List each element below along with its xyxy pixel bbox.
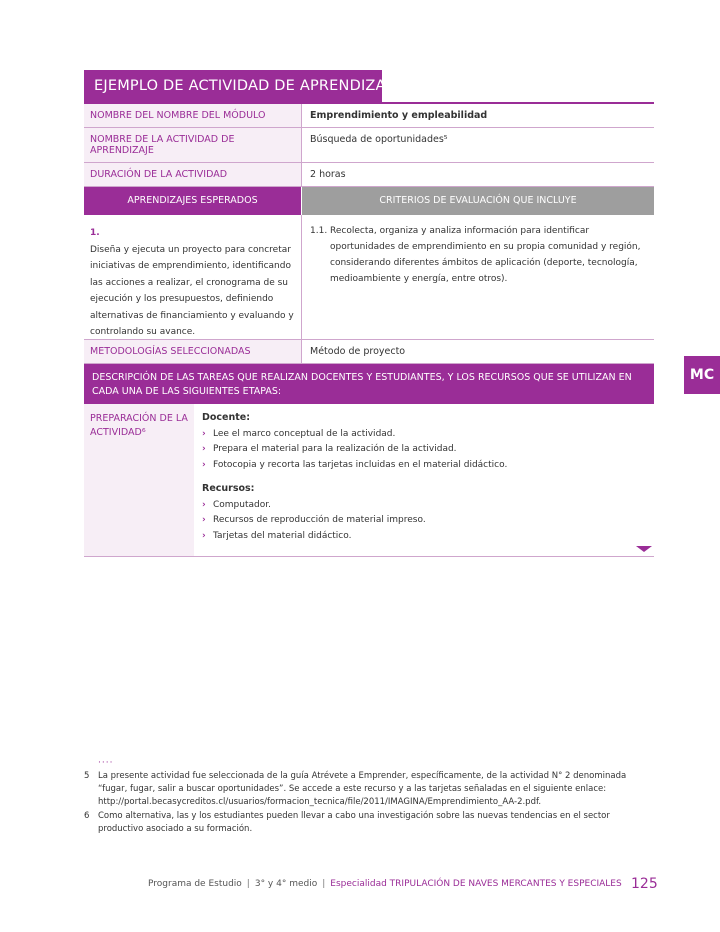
recursos-item-text: Tarjetas del material didáctico. [213, 530, 352, 541]
footnote [84, 810, 656, 836]
recursos-list [202, 498, 646, 545]
chevron-right-icon: › [202, 459, 206, 470]
footnotes [84, 770, 656, 837]
chevron-right-icon: › [202, 428, 206, 439]
recursos-title: Recursos: [202, 483, 255, 494]
chevron-right-icon: › [202, 515, 206, 525]
aprendizajes-header: APRENDIZAJES ESPERADOS [84, 187, 302, 215]
activity-title: EJEMPLO DE ACTIVIDAD DE APRENDIZAJE [84, 70, 382, 102]
footer-especialidad: Especialidad TRIPULACIÓN DE NAVES MERCANTES Y ESPECIALES [330, 879, 622, 889]
docente-list [202, 427, 646, 474]
footnote-number: 6 [84, 811, 90, 821]
criterios-header: CRITERIOS DE EVALUACIÓN QUE INCLUYE [302, 187, 654, 215]
chevron-right-icon: › [202, 530, 206, 541]
criterio-text: Recolecta, organiza y analiza información para identificar oportunidades de emprendimiento en su propia comunidad y región, considerando diferentes ámbitos de aplicación (deporte, tecnología, medioambiente y energía, entre otros). [330, 226, 641, 284]
docente-item-text: Prepara el material para la realización de la actividad. [213, 444, 457, 454]
row-headers [84, 187, 654, 215]
footer-programa: Programa de Estudio [148, 879, 242, 889]
preparacion-label: PREPARACIÓN DE LA ACTIVIDAD⁶ [84, 404, 194, 556]
metodologia-label: METODOLOGÍAS SELECCIONADAS [84, 340, 302, 363]
duracion-label: DURACIÓN DE LA ACTIVIDAD [84, 163, 302, 186]
continue-arrow-icon [636, 546, 652, 552]
recursos-item [202, 529, 646, 545]
actividad-label: NOMBRE DE LA ACTIVIDAD DE APRENDIZAJE [84, 128, 302, 162]
preparacion-content [194, 404, 654, 556]
chevron-right-icon: › [202, 444, 206, 454]
metodologia-value: Método de proyecto [310, 346, 406, 357]
footnote-text: Como alternativa, las y los estudiantes pueden llevar a cabo una investigación sobre las nuevas tendencias en el sector productivo asociado a su formación. [98, 811, 610, 834]
footnote-text: La presente actividad fue seleccionada de la guía Atrévete a Emprender, específicamente, de la actividad N° 2 denominada “fugar, fugar, salir a buscar oportunidades”. Se accede a este recurso y a las tarjetas señaladas en el siguiente enlace: http://portal.becasycreditos.cl/usuarios/formacion_tecnica/file/2011/IMAGINA/Emprendimiento_AA-2.pdf. [98, 771, 627, 807]
criterio-cell [302, 215, 654, 339]
description-bar: DESCRIPCIÓN DE LAS TAREAS QUE REALIZAN DOCENTES Y ESTUDIANTES, Y LOS RECURSOS QUE SE UTILIZAN EN CADA UNA DE LAS SIGUIENTES ETAPAS: [84, 364, 654, 404]
row-duracion [84, 163, 654, 187]
row-actividad [84, 128, 654, 163]
recursos-item [202, 498, 646, 514]
modulo-value: Emprendimiento y empleabilidad [310, 110, 488, 121]
docente-item-text: Fotocopia y recorta las tarjetas incluidas en el material didáctico. [213, 459, 508, 470]
aprendizaje-cell [84, 215, 302, 339]
aprendizaje-text: Diseña y ejecuta un proyecto para concretar iniciativas de emprendimiento, identificando las acciones a realizar, el cronograma de su ejecución y los presupuestos, definiendo alternativas de financiamiento y evaluando y controlando su avance. [90, 244, 294, 337]
row-metodologia [84, 340, 654, 364]
docente-item [202, 458, 646, 474]
recursos-item-text: Recursos de reproducción de material impreso. [213, 515, 426, 525]
page-number: 125 [631, 876, 658, 892]
row-content [84, 215, 654, 340]
activity-table [84, 102, 654, 557]
footnote [84, 770, 656, 809]
docente-item [202, 427, 646, 443]
row-modulo [84, 104, 654, 128]
docente-item [202, 442, 646, 458]
modulo-label: NOMBRE DEL NOMBRE DEL MÓDULO [84, 104, 302, 127]
recursos-item [202, 513, 646, 529]
recursos-item-text: Computador. [213, 499, 271, 510]
row-preparacion [84, 404, 654, 557]
actividad-value: Búsqueda de oportunidades⁵ [310, 134, 448, 145]
docente-title: Docente: [202, 412, 251, 423]
aprendizaje-number: 1. [90, 228, 100, 238]
docente-item-text: Lee el marco conceptual de la actividad. [213, 428, 396, 439]
criterio-number: 1.1. [310, 226, 328, 236]
footnote-number: 5 [84, 771, 90, 781]
footnote-separator: ···· [98, 758, 114, 768]
section-tab-mc: MC [684, 356, 720, 394]
footer-nivel: 3° y 4° medio [254, 879, 318, 889]
duracion-value: 2 horas [310, 169, 346, 180]
page-footer: Programa de Estudio | 3° y 4° medio | Especialidad TRIPULACIÓN DE NAVES MERCANTES Y ESPECIALES [148, 879, 622, 889]
chevron-right-icon: › [202, 499, 206, 510]
